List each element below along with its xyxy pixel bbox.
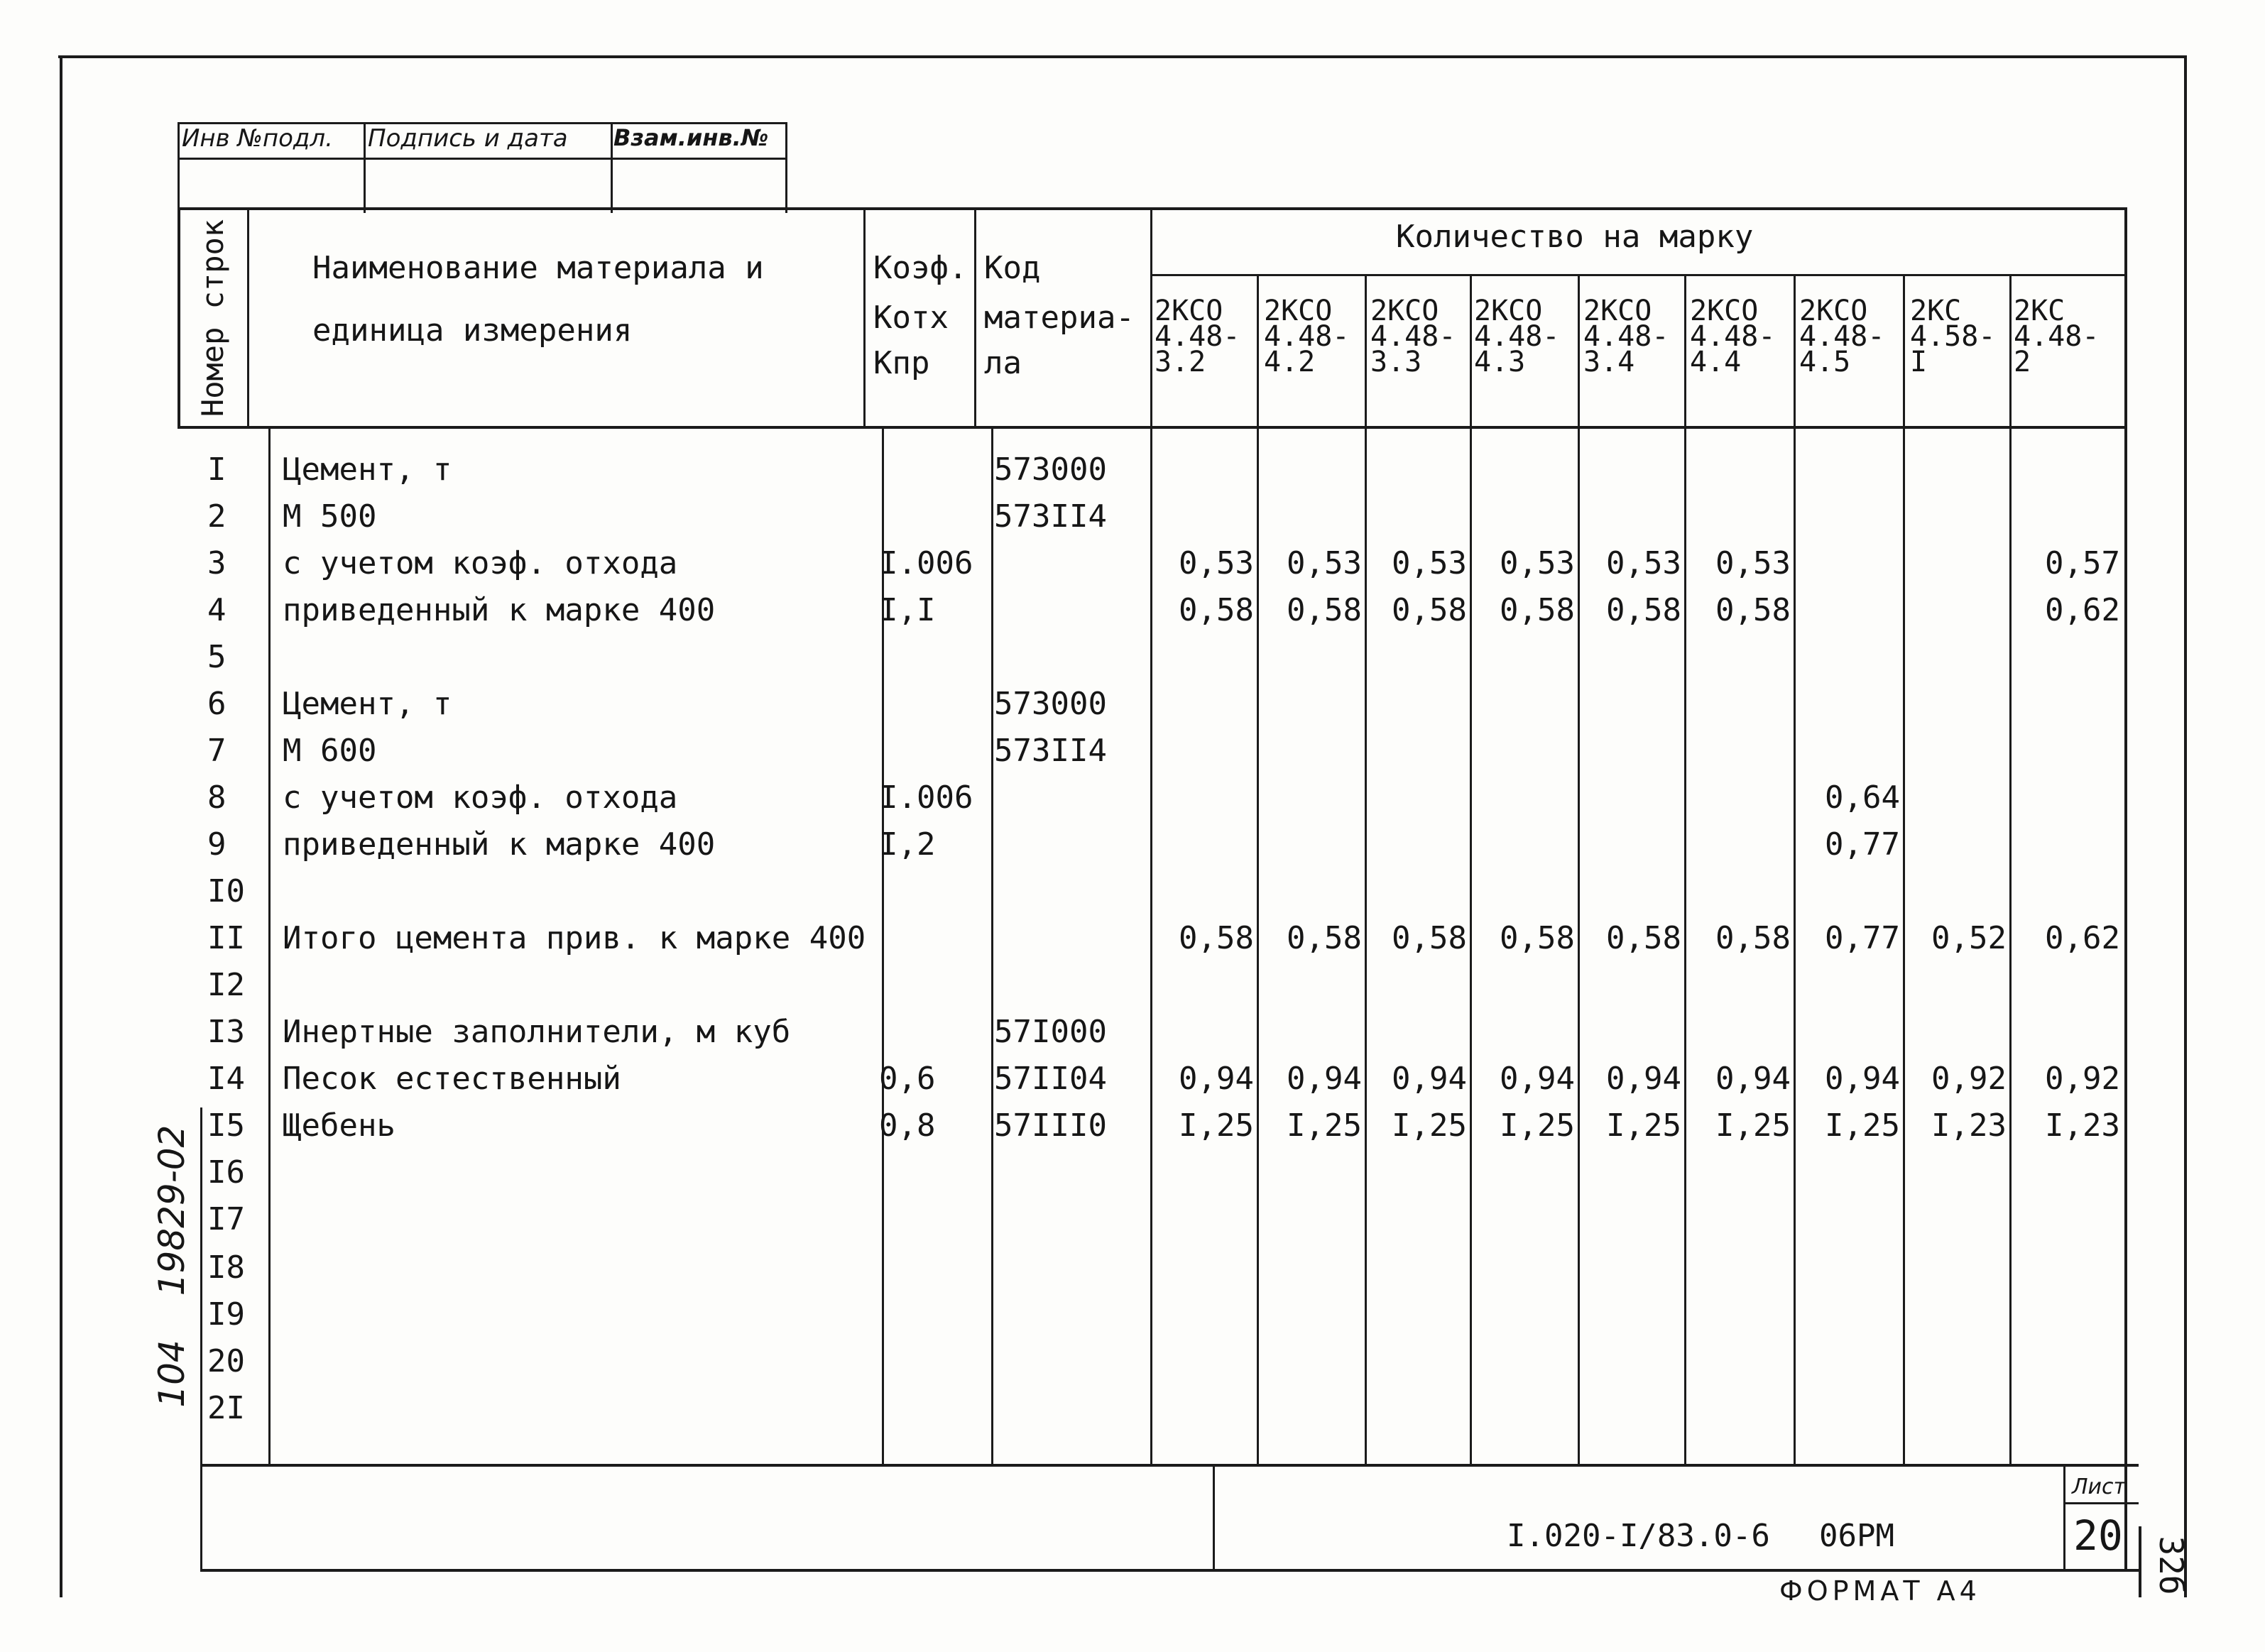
quantity-value: 0,94 (1825, 1061, 1900, 1097)
margin-handwritten-note-2: 104 (151, 1340, 192, 1408)
mark-header: 2КСО 4.48- 3.2 (1155, 295, 1240, 378)
material-name: М 600 (283, 733, 377, 769)
material-name: Щебень (283, 1107, 395, 1144)
mark-header: 2КС 4.48- 2 (2014, 295, 2100, 378)
mark-header: 2КСО 4.48- 4.2 (1264, 295, 1350, 378)
row-number: 9 (207, 826, 226, 863)
quantity-value: 0,53 (1715, 545, 1791, 581)
quantity-value: 0,57 (2045, 545, 2120, 581)
quantity-value: 0,58 (1715, 592, 1791, 628)
mark-header: 2КСО 4.48- 3.3 (1370, 295, 1456, 378)
quantity-value: 0,94 (1715, 1061, 1791, 1097)
format-label: ФОРМАТ А4 (1779, 1575, 1981, 1607)
mark-header: 2КСО 4.48- 3.4 (1583, 295, 1669, 378)
material-name: Цемент, т (283, 686, 452, 722)
coef-header-line2: Котх (873, 300, 949, 336)
mark-header: 2КСО 4.48- 4.3 (1474, 295, 1560, 378)
row-number: I8 (207, 1249, 245, 1286)
material-name: М 500 (283, 498, 377, 535)
material-code: 57II04 (994, 1061, 1107, 1097)
material-name: Итого цемента прив. к марке 400 (283, 920, 866, 956)
row-number: I2 (207, 967, 245, 1003)
row-number: I9 (207, 1296, 245, 1333)
coefficient: I.006 (879, 779, 973, 816)
material-name: с учетом коэф. отхода (283, 545, 678, 581)
coefficient: I,I (879, 592, 936, 628)
quantity-value: 0,94 (1606, 1061, 1681, 1097)
quantity-value: 0,53 (1287, 545, 1362, 581)
mark-header: 2КСО 4.48- 4.5 (1799, 295, 1885, 378)
side-page-number: 32б (2152, 1536, 2190, 1595)
row-number: I6 (207, 1154, 245, 1191)
quantity-value: 0,94 (1392, 1061, 1467, 1097)
stamp-signature-label: Подпись и дата (368, 124, 568, 153)
quantity-header: Количество на марку (1396, 219, 1754, 255)
row-number: 4 (207, 592, 226, 628)
quantity-value: 0,52 (1931, 920, 2007, 956)
material-name-header-line2: единица измерения (312, 312, 633, 349)
material-name: Цемент, т (283, 452, 452, 488)
quantity-value: 0,58 (1500, 920, 1575, 956)
quantity-value: 0,77 (1825, 920, 1900, 956)
coef-header-line3: Кпр (873, 345, 930, 381)
quantity-value: I,25 (1715, 1107, 1791, 1144)
row-number: 5 (207, 639, 226, 675)
code-header-line2: материа- (984, 300, 1135, 336)
quantity-value: 0,94 (1287, 1061, 1362, 1097)
material-name: с учетом коэф. отхода (283, 779, 678, 816)
material-name: Инертные заполнители, м куб (283, 1014, 791, 1050)
quantity-value: 0,58 (1606, 920, 1681, 956)
quantity-value: 0,58 (1500, 592, 1575, 628)
coefficient: 0,6 (879, 1061, 936, 1097)
material-name-header-line1: Наименование материала и (312, 250, 764, 286)
row-number-header: Номер строк (195, 219, 230, 417)
row-number: 6 (207, 686, 226, 722)
quantity-value: 0,53 (1606, 545, 1681, 581)
frame-top (58, 55, 2187, 58)
quantity-value: 0,62 (2045, 920, 2120, 956)
row-number: I5 (207, 1107, 245, 1144)
row-number: II (207, 920, 245, 956)
stamp-inventory-label: Инв №подл. (182, 124, 333, 153)
quantity-value: I,25 (1500, 1107, 1575, 1144)
quantity-value: 0,58 (1179, 920, 1254, 956)
material-code: 573II4 (994, 498, 1107, 535)
material-code: 57I000 (994, 1014, 1107, 1050)
quantity-value: 0,58 (1392, 920, 1467, 956)
row-number: I0 (207, 873, 245, 909)
sheet-number: 20 (2073, 1511, 2123, 1560)
quantity-value: I,23 (1931, 1107, 2007, 1144)
mark-header: 2КС 4.58- I (1910, 295, 1996, 378)
material-name: Песок естественный (283, 1061, 621, 1097)
coef-header-line1: Коэф. (873, 250, 968, 286)
quantity-value: 0,53 (1500, 545, 1575, 581)
quantity-value: I,25 (1392, 1107, 1467, 1144)
document-code: I.020-I/83.0-6 (1507, 1518, 1770, 1554)
quantity-value: 0,58 (1715, 920, 1791, 956)
quantity-value: 0,94 (1179, 1061, 1254, 1097)
row-number: 2I (207, 1390, 245, 1426)
margin-handwritten-note: 19829-02 (151, 1125, 192, 1296)
frame-left (60, 55, 62, 1597)
material-name: приведенный к марке 400 (283, 826, 716, 863)
quantity-value: I,25 (1606, 1107, 1681, 1144)
row-number: I3 (207, 1014, 245, 1050)
coefficient: I,2 (879, 826, 936, 863)
quantity-value: 0,92 (1931, 1061, 2007, 1097)
quantity-value: 0,58 (1287, 592, 1362, 628)
quantity-value: 0,94 (1500, 1061, 1575, 1097)
row-number: 8 (207, 779, 226, 816)
quantity-value: 0,64 (1825, 779, 1900, 816)
coefficient: 0,8 (879, 1107, 936, 1144)
row-number: 7 (207, 733, 226, 769)
quantity-value: 0,58 (1287, 920, 1362, 956)
quantity-value: I,25 (1287, 1107, 1362, 1144)
row-number: 20 (207, 1343, 245, 1379)
row-number: 3 (207, 545, 226, 581)
quantity-value: I,25 (1825, 1107, 1900, 1144)
quantity-value: 0,53 (1179, 545, 1254, 581)
material-code: 573II4 (994, 733, 1107, 769)
row-number: I (207, 452, 226, 488)
sheet-label: Лист (2072, 1475, 2127, 1499)
coefficient: I.006 (879, 545, 973, 581)
quantity-value: 0,77 (1825, 826, 1900, 863)
material-code: 573000 (994, 686, 1107, 722)
code-header-line3: ла (984, 345, 1022, 381)
code-header-line1: Код (984, 250, 1041, 286)
row-number: I4 (207, 1061, 245, 1097)
material-code: 573000 (994, 452, 1107, 488)
quantity-value: 0,62 (2045, 592, 2120, 628)
stamp-replacement-label: Взам.инв.№ (613, 124, 769, 151)
document-suffix: 06РМ (1819, 1518, 1894, 1554)
frame-right (2184, 55, 2187, 1597)
quantity-value: 0,53 (1392, 545, 1467, 581)
quantity-value: 0,58 (1606, 592, 1681, 628)
mark-header: 2КСО 4.48- 4.4 (1690, 295, 1776, 378)
quantity-value: 0,58 (1392, 592, 1467, 628)
material-name: приведенный к марке 400 (283, 592, 716, 628)
row-number: I7 (207, 1201, 245, 1237)
quantity-value: 0,58 (1179, 592, 1254, 628)
material-code: 57III0 (994, 1107, 1107, 1144)
quantity-value: I,25 (1179, 1107, 1254, 1144)
row-number: 2 (207, 498, 226, 535)
quantity-value: I,23 (2045, 1107, 2120, 1144)
quantity-value: 0,92 (2045, 1061, 2120, 1097)
